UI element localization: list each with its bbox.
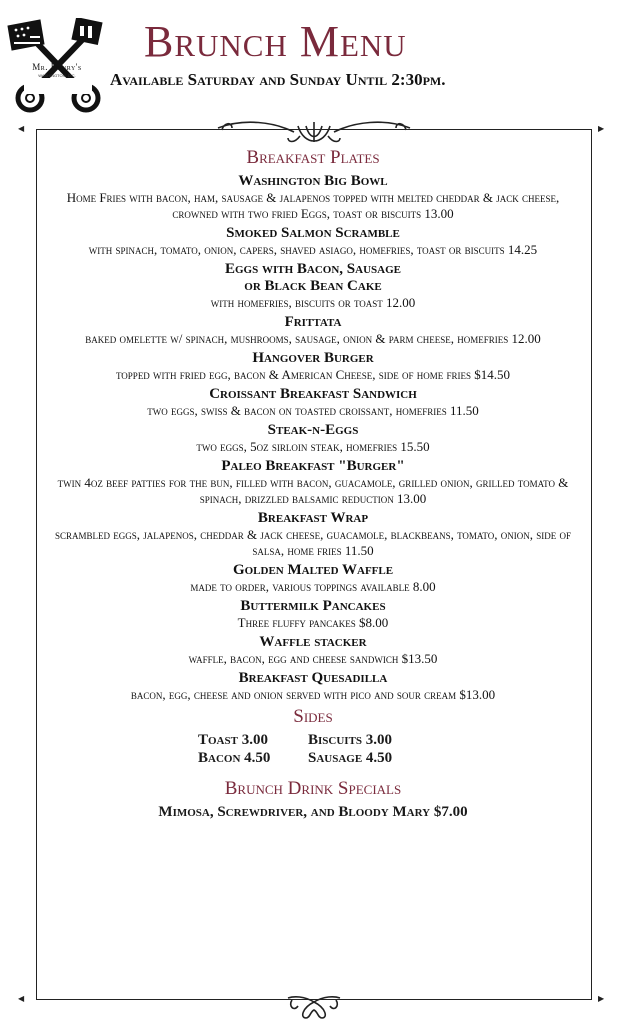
- sides-row: [40, 731, 586, 749]
- menu-item-description: scrambled eggs, jalapenos, cheddar & jack cheese, guacamole, blackbeans, tomato, onion, side of salsa, home fries 11.50: [54, 527, 572, 558]
- side-item-sausage: Sausage 4.50: [308, 750, 393, 766]
- menu-item-name: Frittata: [284, 314, 342, 330]
- availability-note: Available Saturday and Sunday Until 2:30pm.: [110, 70, 446, 89]
- menu-item: [40, 634, 586, 667]
- menu-item-description: two eggs, swiss & bacon on toasted croissant, homefries 11.50: [147, 403, 479, 418]
- menu-item-name: Eggs with Bacon, Sausage or Black Bean Cake: [225, 261, 401, 294]
- section-title-breakfast-plates: Breakfast Plates: [246, 147, 380, 168]
- left-border: [36, 129, 37, 1000]
- menu-item-name: Breakfast Wrap: [257, 510, 369, 526]
- menu-item: [40, 510, 586, 559]
- sides-list: [40, 731, 586, 767]
- menu-item-description: twin 4oz beef patties for the bun, filled with bacon, guacamole, grilled onion, grilled tomato & spinach, drizzled balsamic reduction 13.00: [57, 475, 569, 506]
- bottom-flourish-icon: [284, 994, 344, 1022]
- page-title: Brunch Menu: [144, 17, 407, 66]
- menu-item: [40, 225, 586, 258]
- menu-item-description: with spinach, tomato, onion, capers, shaved asiago, homefries, toast or biscuits 14.25: [88, 242, 538, 257]
- menu-item: [40, 314, 586, 347]
- menu-item: [40, 422, 586, 455]
- menu-item-name: Croissant Breakfast Sandwich: [209, 386, 417, 402]
- menu-item-name: Paleo Breakfast "Burger": [221, 458, 405, 474]
- side-item-toast: Toast 3.00: [198, 732, 268, 748]
- menu-item-description: baked omelette w/ spinach, mushrooms, sausage, onion & parm cheese, homefries 12.00: [85, 331, 541, 346]
- arrow-right-bottom-icon: ▶: [598, 994, 605, 1003]
- section-title-sides: Sides: [293, 706, 333, 727]
- breakfast-plates-list: [40, 173, 586, 703]
- drink-specials-text: Mimosa, Screwdriver, and Bloody Mary $7.00: [158, 804, 468, 820]
- sides-row: [40, 749, 586, 767]
- menu-item-description: waffle, bacon, egg and cheese sandwich $13.50: [188, 651, 438, 666]
- menu-item: [40, 173, 586, 222]
- menu-item-name: Hangover Burger: [252, 350, 374, 366]
- side-item-bacon: Bacon 4.50: [198, 750, 271, 766]
- arrow-left-bottom-icon: ◀: [18, 994, 25, 1003]
- menu-item-name: Breakfast Quesadilla: [238, 670, 388, 686]
- menu-item-name: Golden Malted Waffle: [232, 562, 394, 578]
- menu-item-description: Home Fries with bacon, ham, sausage & jalapenos topped with melted cheddar & jack cheese, crowned with two fried Eggs, toast or biscuits 13.00: [66, 190, 560, 221]
- menu-content: [40, 146, 586, 821]
- menu-item-description: Three fluffy pancakes $8.00: [237, 615, 389, 630]
- menu-item-description: topped with fried egg, bacon & American Cheese, side of home fries $14.50: [115, 367, 511, 382]
- side-item-biscuits: Biscuits 3.00: [308, 732, 393, 748]
- menu-item: [40, 670, 586, 703]
- menu-item-name: Smoked Salmon Scramble: [226, 225, 400, 241]
- menu-item-name: Waffle stacker: [259, 634, 367, 650]
- menu-item-name: Steak-n-Eggs: [267, 422, 359, 438]
- menu-item: [40, 386, 586, 419]
- arrow-right-top-icon: ▶: [598, 124, 605, 133]
- menu-item: [40, 598, 586, 631]
- menu-item-name: Washington Big Bowl: [238, 173, 388, 189]
- section-title-drink-specials: Brunch Drink Specials: [224, 778, 402, 799]
- menu-item: [40, 458, 586, 507]
- arrow-left-top-icon: ◀: [18, 124, 25, 133]
- menu-item-description: two eggs, 5oz sirloin steak, homefries 15.50: [196, 439, 430, 454]
- menu-item: [40, 261, 586, 311]
- right-border: [591, 129, 592, 1000]
- menu-item: [40, 350, 586, 383]
- menu-item-description: with homefries, biscuits or toast 12.00: [210, 295, 416, 310]
- menu-item-name: Buttermilk Pancakes: [240, 598, 386, 614]
- menu-item: [40, 562, 586, 595]
- menu-item-description: bacon, egg, cheese and onion served with pico and sour cream $13.00: [130, 687, 496, 702]
- logo-text: Mr. Henry's: [32, 62, 82, 72]
- logo-subtext: WASHINGTON, D.C.: [38, 73, 76, 78]
- menu-item-description: made to order, various toppings available 8.00: [190, 579, 436, 594]
